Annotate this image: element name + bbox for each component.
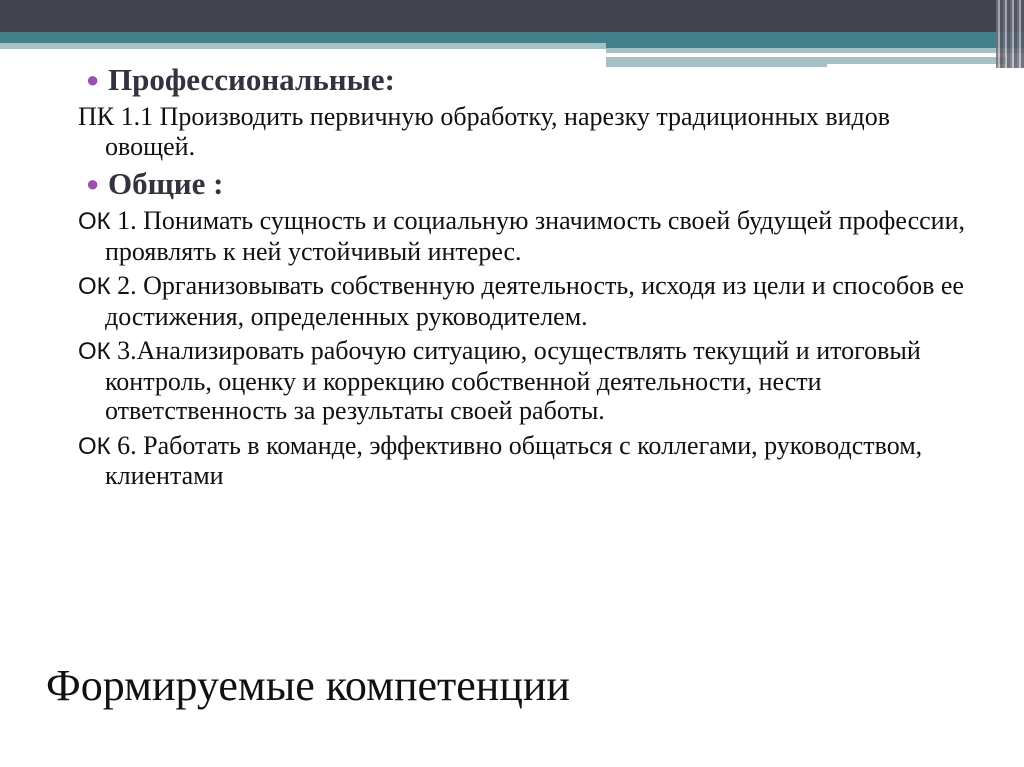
- competency-code: ПК: [78, 102, 115, 131]
- competency-text: 1.1 Производить первичную обработку, нарезку традиционных видов овощей.: [105, 102, 891, 161]
- competency-item: [78, 271, 978, 331]
- bullet-icon: ●: [86, 171, 100, 196]
- competency-code: ОК: [78, 338, 111, 365]
- header-dark-band: [0, 0, 1024, 32]
- header-pale-band: [0, 43, 606, 49]
- competency-text: 3.Анализировать рабочую ситуацию, осуществлять текущий и итоговый контроль, оценку и коррекцию собственной деятельности, нести ответственность за результаты своей работы.: [105, 336, 921, 425]
- heading-text: Общие :: [108, 166, 224, 201]
- slide-title: Формируемые компетенции: [46, 661, 570, 710]
- competency-code: ОК: [78, 432, 111, 460]
- competency-item: [78, 102, 978, 161]
- competency-item: [78, 336, 978, 426]
- competency-code: ОК: [78, 208, 111, 235]
- competency-item: [78, 431, 978, 491]
- bullet-icon: ●: [86, 67, 100, 92]
- header-stripes: [996, 0, 1024, 68]
- section-heading-professional: [78, 62, 978, 98]
- slide-body: [78, 62, 978, 496]
- competency-text: 1. Понимать сущность и социальную значимость своей будущей профессии, проявлять к ней устойчивый интерес.: [105, 206, 965, 266]
- competency-code: ОК: [78, 273, 111, 300]
- competency-item: [78, 206, 978, 266]
- section-heading-general: [78, 166, 978, 202]
- competency-text: 2. Организовывать собственную деятельность, исходя из цели и способов ее достижения, определенных руководителем.: [105, 271, 964, 331]
- heading-text: Профессиональные:: [108, 62, 395, 97]
- competency-text: 6. Работать в команде, эффективно общаться с коллегами, руководством, клиентами: [105, 430, 923, 490]
